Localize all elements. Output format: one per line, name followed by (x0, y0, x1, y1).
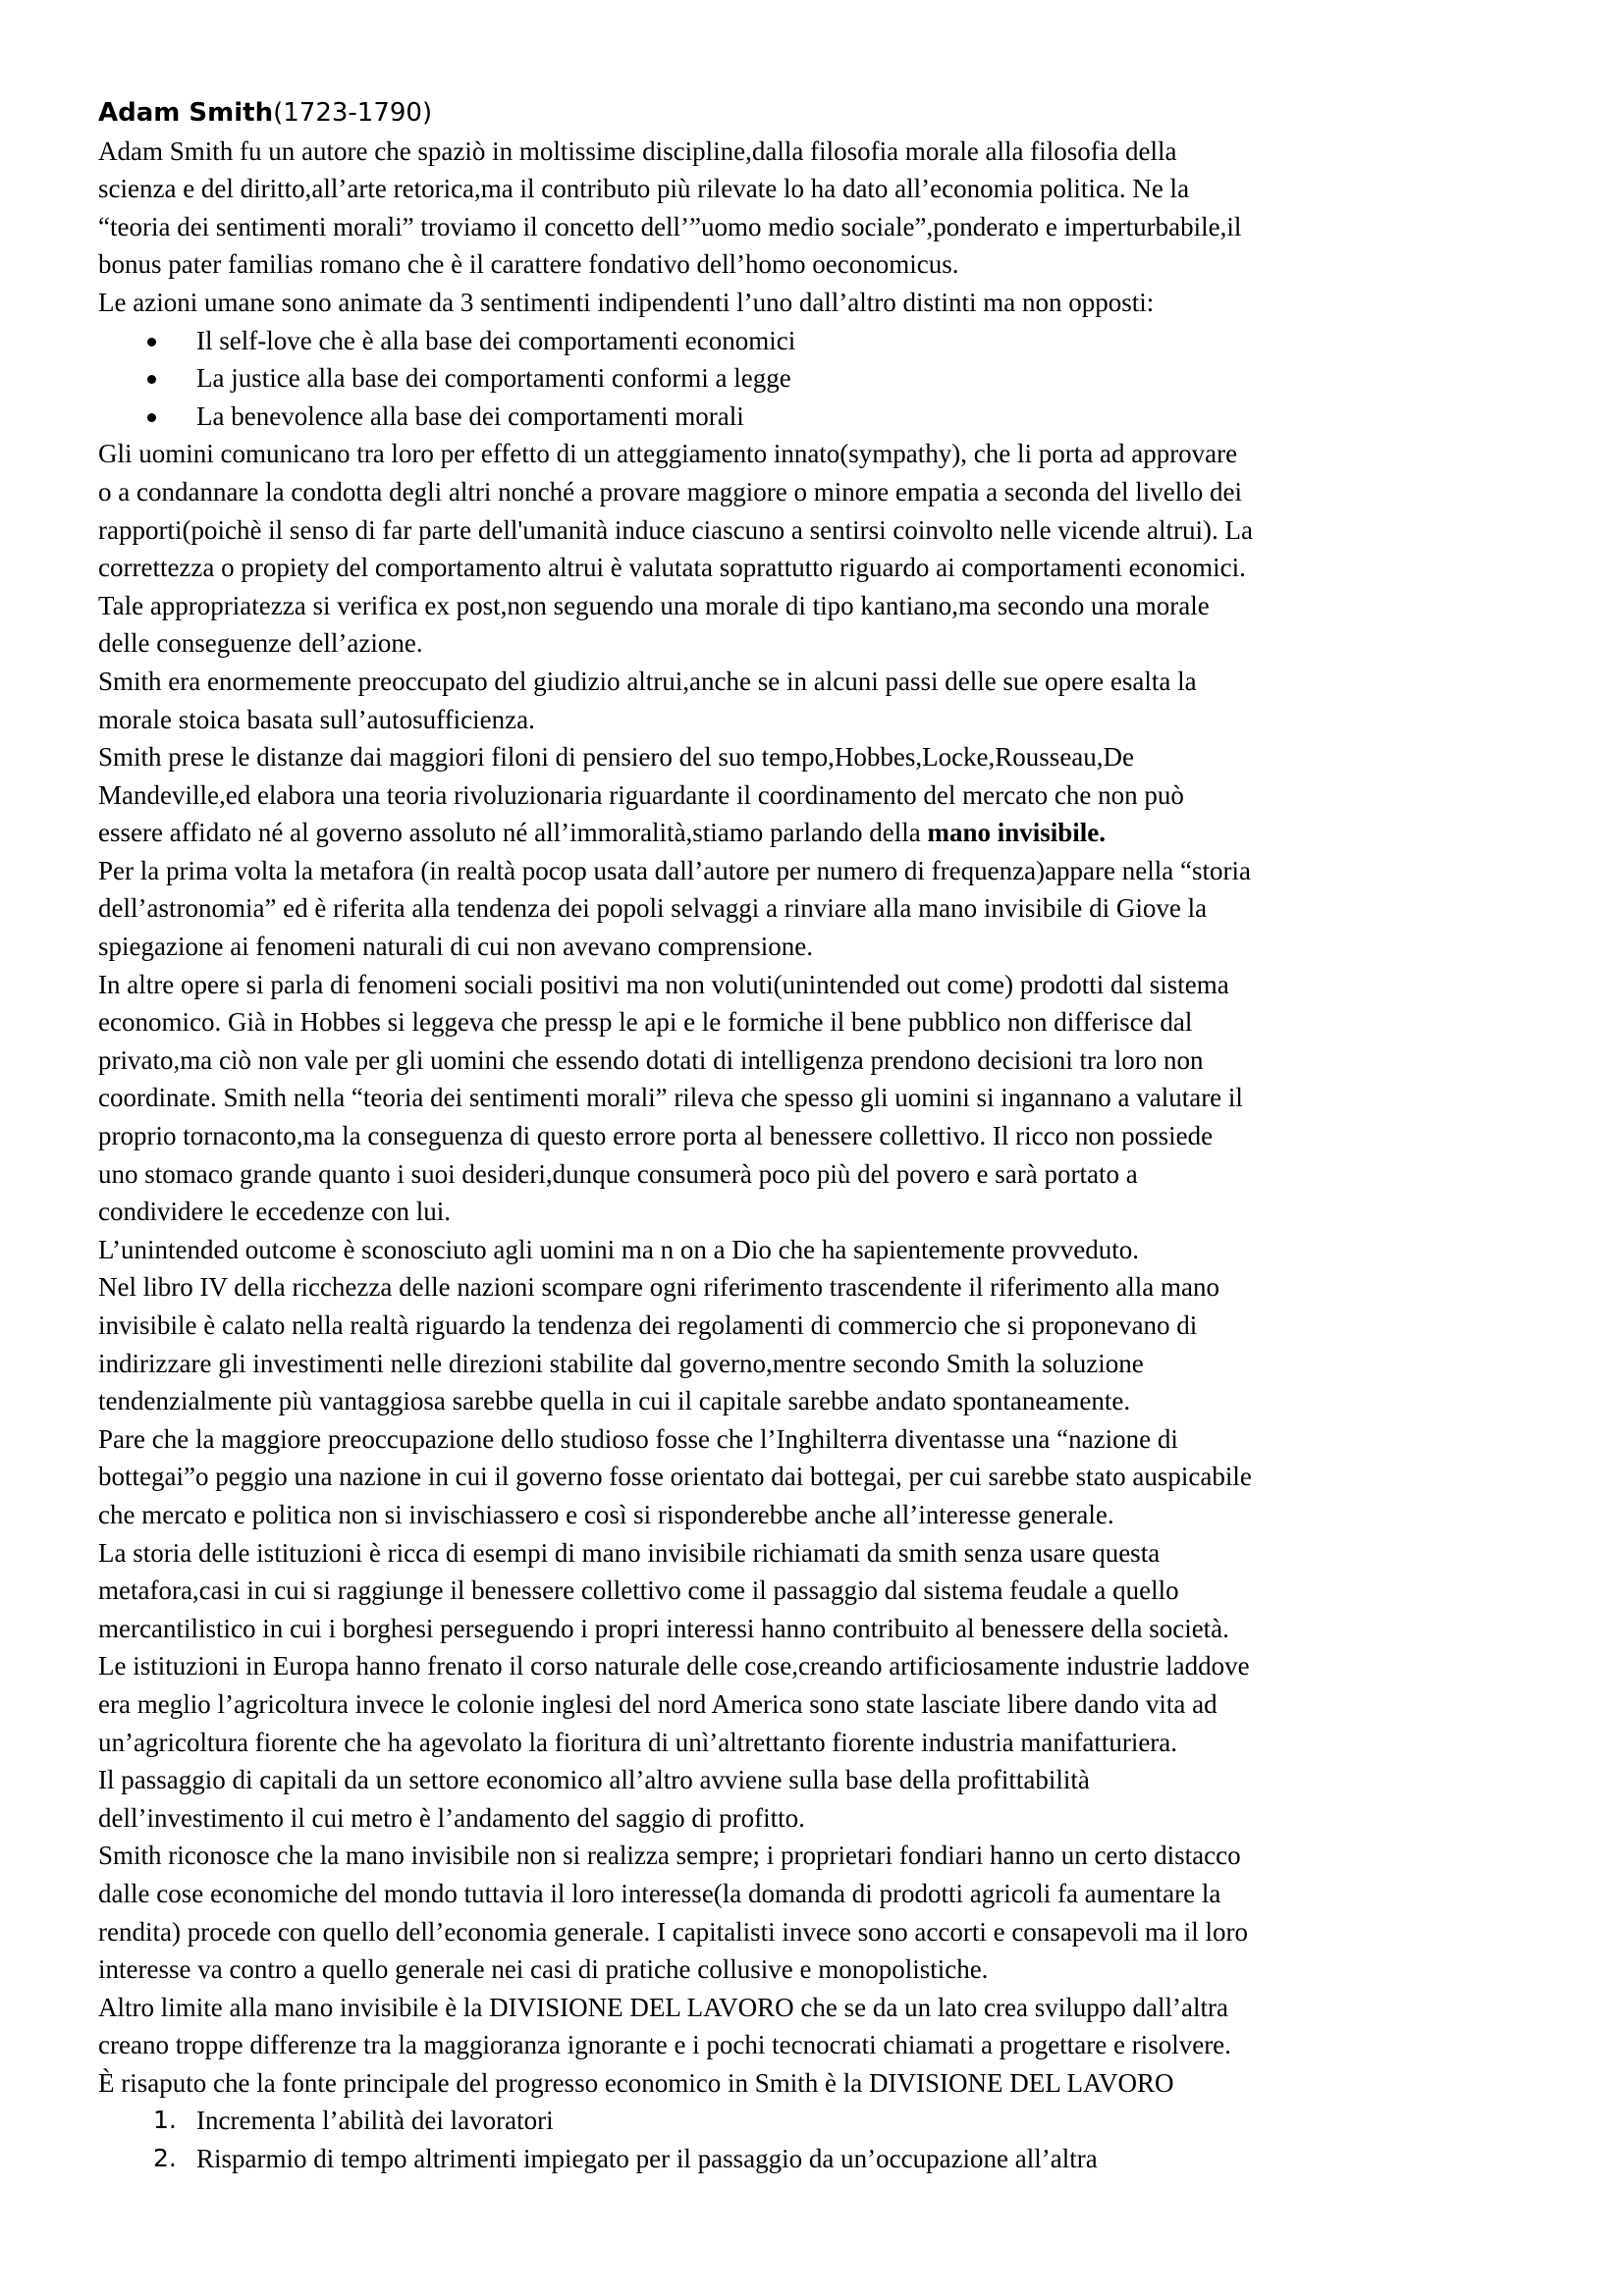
text-line: dalle cose economiche del mondo tuttavia il loro interesse(la domanda di prodotti agricoli fa aumentare la (98, 1878, 1221, 1908)
title-dates: (1723-1790) (273, 98, 433, 128)
list-item: La benevolence alla base dei comportamenti morali (98, 398, 1551, 436)
text-line: La storia delle istituzioni è ricca di esempi di mano invisibile richiamati da smith senza usare questa (98, 1537, 1161, 1568)
text-line: Il passaggio di capitali da un settore economico all’altro avviene sulla base della profittabilità (98, 1765, 1090, 1795)
paragraph-sentiments (98, 284, 1551, 322)
text-line: morale stoica basata sull’autosufficienza. (98, 704, 535, 734)
text-line: Tale appropriatezza si verifica ex post,non seguendo una morale di tipo kantiano,ma secondo una morale (98, 590, 1210, 620)
text-line: che mercato e politica non si invischiassero e così si risponderebbe anche all’interesse generale. (98, 1499, 1114, 1529)
text-line: creano troppe differenze tra la maggioranza ignorante e i pochi tecnocrati chiamati a progettare e risolvere. (98, 2030, 1231, 2060)
paragraph-book-iv (98, 1268, 1551, 1419)
text-line: essere affidato né al governo assoluto né all’immoralità,stiamo parlando della mano invisibile. (98, 818, 1107, 848)
bullet-icon (147, 375, 156, 384)
text-line: scienza e del diritto,all’arte retorica,ma il contributo più rilevate lo ha dato all’economia politica. Ne la (98, 174, 1190, 204)
text-line: Adam Smith fu un autore che spaziò in moltissime discipline,dalla filosofia morale alla filosofia della (98, 135, 1177, 166)
list-number: 1. (153, 2106, 177, 2135)
sentiments-list (98, 322, 1551, 436)
list-item: 1. Incrementa l’abilità dei lavoratori (98, 2102, 1551, 2140)
text-line: L’unintended outcome è sconosciuto agli uomini ma n on a Dio che ha sapientemente provveduto. (98, 1234, 1139, 1264)
paragraph-unintended (98, 966, 1551, 1231)
text-line: proprio tornaconto,ma la conseguenza di questo errore porta al benessere collettivo. Il ricco non possiede (98, 1121, 1214, 1151)
paragraph-invisible-hand (98, 738, 1551, 852)
list-item: 2. Risparmio di tempo altrimenti impiegato per il passaggio da un’occupazione all’altra (98, 2140, 1551, 2178)
text-line: tendenzialmente più vantaggiosa sarebbe quella in cui il capitale sarebbe andato spontaneamente. (98, 1386, 1131, 1416)
text-line: condividere le eccedenze con lui. (98, 1197, 452, 1227)
document-title (98, 94, 1551, 133)
text-line: privato,ma ciò non vale per gli uomini che essendo dotati di intelligenza prendono decisioni tra loro non (98, 1044, 1204, 1075)
text-line: Le azioni umane sono animate da 3 sentimenti indipendenti l’uno dall’altro distinti ma non opposti: (98, 287, 1155, 317)
text-line: Nel libro IV della ricchezza delle nazioni scompare ogni riferimento trascendente il riferimento alla mano (98, 1272, 1220, 1303)
text-line: era meglio l’agricoltura invece le colonie inglesi del nord America sono state lasciate libere dando vita ad (98, 1688, 1217, 1719)
text-line: Smith prese le distanze dai maggiori filoni di pensiero del suo tempo,Hobbes,Locke,Rousseau,De (98, 742, 1135, 773)
text-line: Smith riconosce che la mano invisibile non si realizza sempre; i proprietari fondiari hanno un certo distacco (98, 1841, 1241, 1871)
text-line: o a condannare la condotta degli altri nonché a provare maggiore o minore empatia a seconda del livello dei (98, 476, 1243, 507)
division-benefits-list (98, 2102, 1551, 2177)
text-line: interesse va contro a quello generale nei casi di pratiche collusive e monopolistiche. (98, 1954, 989, 1985)
text-line: mercantilistico in cui i borghesi perseguendo i propri interessi hanno contribuito al benessere della società. (98, 1613, 1229, 1643)
paragraph-limits (98, 1837, 1551, 1988)
document-page (98, 94, 1551, 2178)
paragraph-capital (98, 1761, 1551, 1837)
text-line: delle conseguenze dell’azione. (98, 628, 423, 659)
text-line: Per la prima volta la metafora (in realtà pocop usata dall’autore per numero di frequenza)appare nella “storia (98, 855, 1251, 885)
text-line: un’agricoltura fiorente che ha agevolato la fioritura di unì’altrettanto fiorente industria manifatturiera. (98, 1727, 1178, 1757)
text-line: Le istituzioni in Europa hanno frenato il corso naturale delle cose,creando artificiosamente industrie laddove (98, 1651, 1250, 1682)
text-line: In altre opere si parla di fenomeni sociali positivi ma non voluti(unintended out come) prodotti dal sistema (98, 969, 1229, 999)
text-line: indirizzare gli investimenti nelle direzioni stabilite dal governo,mentre secondo Smith la soluzione (98, 1348, 1144, 1378)
text-line: Gli uomini comunicano tra loro per effetto di un atteggiamento innato(sympathy), che li porta ad approvare (98, 439, 1238, 469)
text-line: uno stomaco grande quanto i suoi desideri,dunque consumerà poco più del povero e sarà portato a (98, 1158, 1138, 1189)
text-line: bottegai”o peggio una nazione in cui il governo fosse orientato dai bottegai, per cui sarebbe stato auspicabile (98, 1462, 1252, 1492)
paragraph-astronomy (98, 852, 1551, 966)
list-item: Il self-love che è alla base dei comportamenti economici (98, 322, 1551, 360)
list-item: La justice alla base dei comportamenti conformi a legge (98, 359, 1551, 398)
text-line: Mandeville,ed elabora una teoria rivoluzionaria riguardante il coordinamento del mercato che non può (98, 779, 1184, 810)
paragraph-judgement (98, 663, 1551, 738)
text-line: metafora,casi in cui si raggiunge il benessere collettivo come il passaggio dal sistema feudale a quello (98, 1575, 1179, 1606)
paragraph-progress (98, 2064, 1551, 2103)
bold-term: mano invisibile. (927, 818, 1107, 848)
text-line: spiegazione ai fenomeni naturali di cui non avevano comprensione. (98, 932, 813, 962)
text-line: economico. Già in Hobbes si leggeva che pressp le api e le formiche il bene pubblico non differisce dal (98, 1007, 1193, 1038)
text-line: dell’investimento il cui metro è l’andamento del saggio di profitto. (98, 1802, 805, 1833)
list-number: 2. (153, 2144, 177, 2173)
text-line: Altro limite alla mano invisibile è la DIVISIONE DEL LAVORO che se da un lato crea sviluppo dall’altra (98, 1992, 1228, 2022)
text-line: correttezza o propiety del comportamento altrui è valutata soprattutto riguardo ai comportamenti economici. (98, 553, 1246, 583)
paragraph-shopkeepers (98, 1420, 1551, 1534)
text-line: È risaputo che la fonte principale del progresso economico in Smith è la DIVISIONE DEL LAVORO (98, 2067, 1174, 2098)
text-line: Pare che la maggiore preoccupazione dello studioso fosse che l’Inghilterra diventasse una “nazione di (98, 1423, 1178, 1454)
text-line: rendita) procede con quello dell’economia generale. I capitalisti invece sono accorti e consapevoli ma il loro (98, 1916, 1249, 1947)
text-line: rapporti(poichè il senso di far parte dell'umanità induce ciascuno a sentirsi coinvolto nelle vicende altrui). La (98, 514, 1253, 545)
text-line: invisibile è calato nella realtà riguardo la tendenza dei regolamenti di commercio che si proponevano di (98, 1310, 1198, 1340)
paragraph-division (98, 1989, 1551, 2064)
text-line: Smith era enormemente preoccupato del giudizio altrui,anche se in alcuni passi delle sue opere esalta la (98, 666, 1197, 696)
text-line: coordinate. Smith nella “teoria dei sentimenti morali” rileva che spesso gli uomini si ingannano a valutare il (98, 1083, 1243, 1113)
paragraph-europe (98, 1647, 1551, 1761)
paragraph-sympathy (98, 435, 1551, 663)
text-line: “teoria dei sentimenti morali” troviamo il concetto dell’”uomo medio sociale”,ponderato e imperturbabile,il (98, 211, 1242, 241)
paragraph-intro (98, 133, 1551, 284)
text-line: dell’astronomia” ed è riferita alla tendenza dei popoli selvaggi a rinviare alla mano invisibile di Giove la (98, 893, 1208, 924)
bullet-icon (147, 413, 156, 422)
paragraph-outcome (98, 1231, 1551, 1269)
title-name: Adam Smith (98, 98, 274, 128)
paragraph-institutions (98, 1534, 1551, 1648)
bullet-icon (147, 338, 156, 347)
text-line: bonus pater familias romano che è il carattere fondativo dell’homo oeconomicus. (98, 249, 959, 280)
